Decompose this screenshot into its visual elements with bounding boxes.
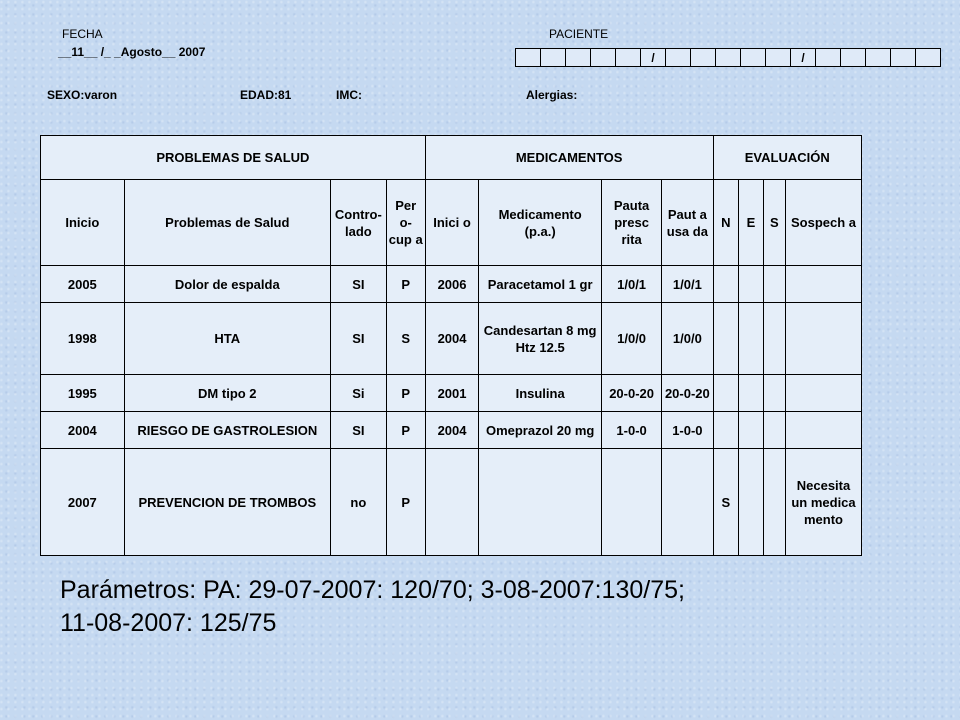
table-cell: 2001 — [425, 375, 479, 412]
table-cell: 2004 — [425, 412, 479, 449]
table-cell: Si — [330, 375, 386, 412]
table-cell — [713, 375, 739, 412]
table-cell — [786, 266, 862, 303]
patient-id-box[interactable] — [865, 48, 891, 67]
table-cell: Paracetamol 1 gr — [479, 266, 602, 303]
column-header: Problemas de Salud — [124, 180, 330, 266]
column-header: Per o-cup a — [386, 180, 425, 266]
table-cell: 2004 — [41, 412, 125, 449]
edad-field: EDAD:81 — [240, 88, 292, 102]
table-cell: 1/0/1 — [601, 266, 661, 303]
table-row — [41, 449, 862, 556]
table-cell: S — [713, 449, 739, 556]
table-cell: SI — [330, 266, 386, 303]
table-cell: SI — [330, 303, 386, 375]
column-header: Pauta presc rita — [601, 180, 661, 266]
column-header: E — [739, 180, 764, 266]
column-header: S — [763, 180, 785, 266]
table-cell: HTA — [124, 303, 330, 375]
table-cell — [739, 412, 764, 449]
table-cell — [763, 303, 785, 375]
table-row — [41, 266, 862, 303]
table-cell: Candesartan 8 mg Htz 12.5 — [479, 303, 602, 375]
table-row — [41, 375, 862, 412]
table-cell: 1995 — [41, 375, 125, 412]
table-cell: 20-0-20 — [662, 375, 713, 412]
patient-id-box[interactable] — [540, 48, 566, 67]
table-cell — [601, 449, 661, 556]
fecha-label: FECHA — [62, 27, 103, 41]
table-cell — [425, 449, 479, 556]
column-header: Contro-lado — [330, 180, 386, 266]
table-cell: Insulina — [479, 375, 602, 412]
alergias-field: Alergias: — [526, 88, 578, 102]
imc-field: IMC: — [336, 88, 362, 102]
patient-id-box[interactable] — [915, 48, 941, 67]
sexo-field: SEXO:varon — [47, 88, 118, 102]
table-cell: 1-0-0 — [601, 412, 661, 449]
blood-pressure-parameters: Parámetros: PA: 29-07-2007: 120/70; 3-08-2007:130/75; 11-08-2007: 125/75 — [60, 576, 685, 637]
table-cell — [739, 375, 764, 412]
patient-id-box[interactable] — [840, 48, 866, 67]
table-cell: 2006 — [425, 266, 479, 303]
table-cell: P — [386, 412, 425, 449]
table-cell: 1/0/0 — [662, 303, 713, 375]
column-header: Inici o — [425, 180, 479, 266]
column-header: Paut a usa da — [662, 180, 713, 266]
table-cell: P — [386, 375, 425, 412]
group-header-evaluacion: EVALUACIÓN — [713, 136, 861, 180]
patient-id-box[interactable] — [515, 48, 541, 67]
column-header: N — [713, 180, 739, 266]
patient-id-box[interactable] — [665, 48, 691, 67]
table-cell — [713, 303, 739, 375]
fecha-value: __11__ /_ _Agosto__ 2007 — [58, 45, 206, 59]
table-row — [41, 303, 862, 375]
table-row — [41, 412, 862, 449]
table-cell — [786, 303, 862, 375]
table-cell: Necesita un medica mento — [786, 449, 862, 556]
patient-id-box[interactable] — [690, 48, 716, 67]
table-cell: 2004 — [425, 303, 479, 375]
patient-id-box[interactable] — [815, 48, 841, 67]
table-cell: S — [386, 303, 425, 375]
table-cell — [763, 375, 785, 412]
table-cell: RIESGO DE GASTROLESION — [124, 412, 330, 449]
patient-id-box[interactable] — [890, 48, 916, 67]
table-cell — [786, 375, 862, 412]
table-cell: 1/0/0 — [601, 303, 661, 375]
table-cell: PREVENCION DE TROMBOS — [124, 449, 330, 556]
table-cell — [713, 412, 739, 449]
table-cell: P — [386, 449, 425, 556]
patient-id-box[interactable] — [715, 48, 741, 67]
column-header-row — [41, 180, 862, 266]
group-header-medicamentos: MEDICAMENTOS — [425, 136, 713, 180]
paciente-label: PACIENTE — [549, 27, 609, 41]
patient-id-box[interactable] — [615, 48, 641, 67]
table-cell: DM tipo 2 — [124, 375, 330, 412]
table-cell: 1-0-0 — [662, 412, 713, 449]
table-cell: 2005 — [41, 266, 125, 303]
table-cell: 1998 — [41, 303, 125, 375]
table-cell: 1/0/1 — [662, 266, 713, 303]
patient-id-box[interactable] — [590, 48, 616, 67]
table-cell: P — [386, 266, 425, 303]
table-cell — [739, 266, 764, 303]
patient-id-box[interactable] — [740, 48, 766, 67]
table-cell: 20-0-20 — [601, 375, 661, 412]
patient-id-boxes[interactable] — [516, 48, 941, 67]
group-header-problemas: PROBLEMAS DE SALUD — [41, 136, 426, 180]
table-cell — [763, 412, 785, 449]
column-header: Inicio — [41, 180, 125, 266]
health-problems-table — [40, 135, 862, 556]
table-cell — [739, 449, 764, 556]
table-cell: Omeprazol 20 mg — [479, 412, 602, 449]
patient-id-separator: / — [790, 48, 816, 67]
table-cell — [786, 412, 862, 449]
table-cell — [763, 449, 785, 556]
patient-id-box[interactable] — [765, 48, 791, 67]
patient-id-separator: / — [640, 48, 666, 67]
table-cell — [662, 449, 713, 556]
column-header: Medicamento (p.a.) — [479, 180, 602, 266]
table-cell: no — [330, 449, 386, 556]
table-cell — [713, 266, 739, 303]
table-cell — [763, 266, 785, 303]
column-header: Sospech a — [786, 180, 862, 266]
table-cell: SI — [330, 412, 386, 449]
table-cell: Dolor de espalda — [124, 266, 330, 303]
patient-id-box[interactable] — [565, 48, 591, 67]
table-cell: 2007 — [41, 449, 125, 556]
table-cell — [739, 303, 764, 375]
table-cell — [479, 449, 602, 556]
